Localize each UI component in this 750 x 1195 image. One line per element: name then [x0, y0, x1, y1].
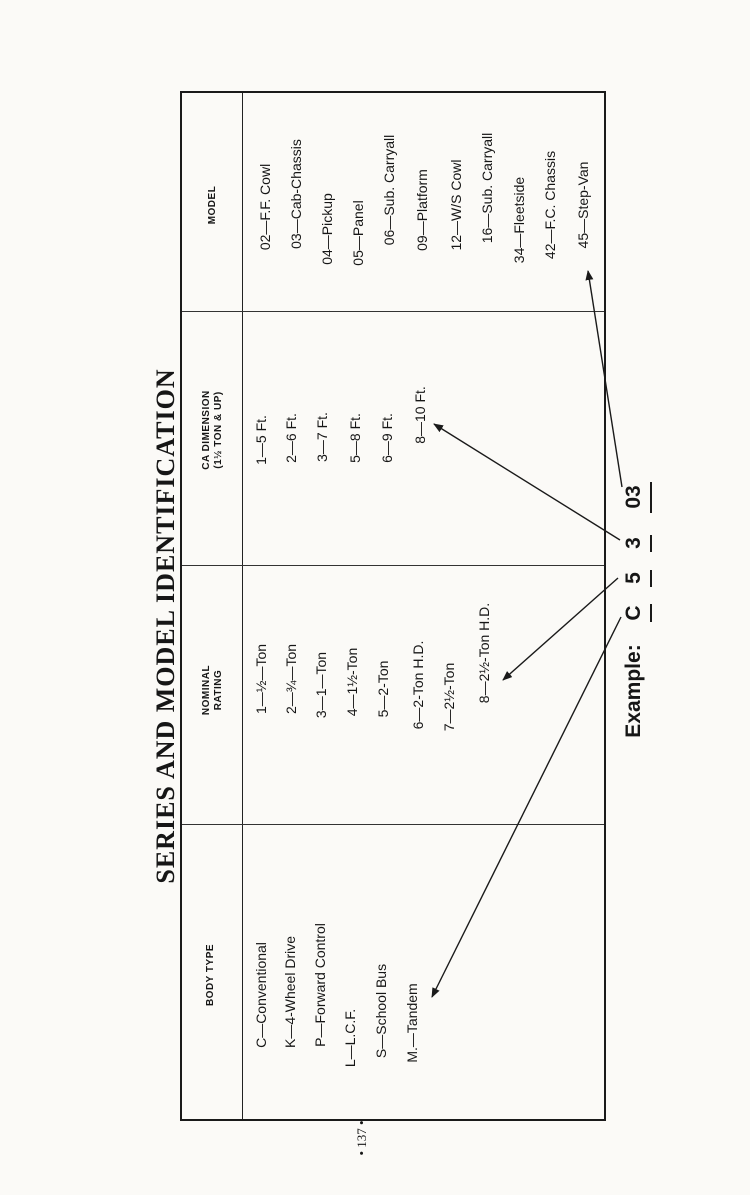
example-code-ca: 3 [622, 537, 645, 549]
arrow-to-ca [434, 424, 620, 540]
nominal-rating-item: 2—¾—Ton [283, 643, 299, 715]
header-ca-line1: CA DIMENSION [201, 390, 212, 470]
ca-dimension-item: 2—6 Ft. [283, 413, 299, 463]
header-ca-line2: (1½ TON & UP) [213, 391, 224, 469]
arrow-to-tandem [432, 617, 621, 997]
example-label: Example: [622, 644, 645, 738]
model-item: 02—F.F. Cowl [257, 163, 273, 251]
body-type-item: K—4-Wheel Drive [282, 935, 298, 1049]
page-number: • 137 • [354, 1120, 369, 1156]
body-type-item: S—School Bus [373, 963, 389, 1059]
header-nominal-line1: NOMINAL [201, 664, 212, 716]
ca-dimension-item: 1—5 Ft. [253, 415, 269, 465]
header-nominal-line2: RATING [213, 669, 224, 711]
arrow-to-model [588, 271, 622, 487]
model-item: 12—W/S Cowl [448, 159, 464, 251]
ca-dimension-item: 3—7 Ft. [314, 412, 330, 462]
nominal-rating-item: 5—2-Ton [375, 660, 391, 718]
page-title: SERIES AND MODEL IDENTIFICATION [151, 368, 180, 884]
nominal-rating-item: 4—1½-Ton [344, 647, 360, 717]
body-type-item: M.—Tandem [404, 983, 420, 1063]
nominal-rating-item: 7—2½-Ton [441, 662, 457, 732]
header-model-label: MODEL [207, 185, 218, 225]
body-type-item: P—Forward Control [312, 923, 328, 1047]
ca-dimension-item: 8—10 Ft. [412, 386, 428, 444]
header-body-type-label: BODY TYPE [205, 943, 216, 1007]
model-item: 05—Panel [350, 200, 366, 266]
example-code-rating: 5 [622, 572, 645, 584]
body-type-item: C—Conventional [253, 942, 269, 1048]
ca-dimension-item: 6—9 Ft. [379, 413, 395, 463]
nominal-rating-item: 6—2-Ton H.D. [410, 640, 426, 730]
model-item: 06—Sub. Carryall [381, 134, 397, 246]
example-code-body: C [622, 605, 645, 621]
example-code-model: 03 [622, 485, 645, 509]
ca-dimension-item: 5—8 Ft. [347, 413, 363, 463]
model-item: 09—Platform [414, 169, 430, 251]
nominal-rating-item: 1—½—Ton [253, 643, 269, 715]
nominal-rating-item: 3—1—Ton [313, 651, 329, 719]
model-item: 34—Fleetside [511, 176, 527, 264]
model-item: 42—F.C. Chassis [542, 150, 558, 260]
model-item: 04—Pickup [319, 193, 335, 265]
nominal-rating-item: 8—2½-Ton H.D. [476, 602, 492, 704]
model-item: 03—Cab-Chassis [288, 139, 304, 249]
model-item: 16—Sub. Carryall [479, 132, 495, 244]
arrow-to-rating [503, 578, 618, 680]
body-type-item: L—L.C.F. [342, 1008, 358, 1068]
model-item: 45—Step-Van [575, 161, 591, 249]
